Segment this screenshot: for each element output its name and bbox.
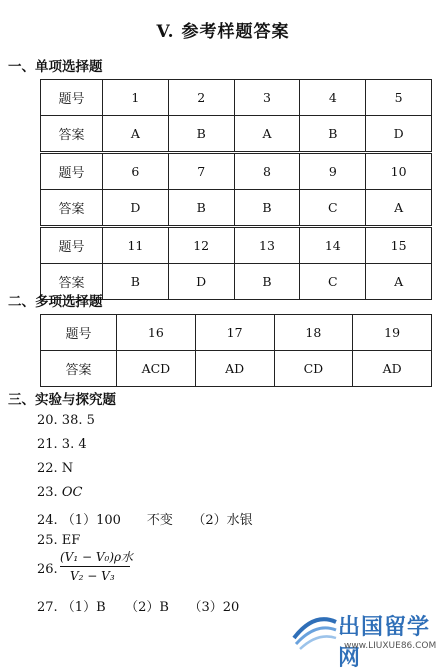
number-label: 题号 [41,227,103,264]
logo-url: www.LIUXUE86.COM [344,641,437,651]
question-number: 10 [366,153,432,190]
question-number: 16 [117,315,196,351]
logo-emblem-icon [290,608,338,652]
answer-cell: B [168,190,234,227]
question-number: 5 [366,80,432,116]
answer-label: 答案 [41,116,103,153]
answer-cell: AD [195,351,274,387]
question-number: 2 [168,80,234,116]
answer-cell: B [103,264,169,300]
question-number: 12 [168,227,234,264]
question-number: 6 [103,153,169,190]
question-number: 8 [234,153,300,190]
answer-25: 25. EF [37,533,81,548]
fraction-denominator: V₂ − V₃ [70,569,115,583]
question-number: 4 [300,80,366,116]
answer-cell: D [168,264,234,300]
question-number: 17 [195,315,274,351]
answer-cell: B [234,264,300,300]
section-2-heading: 二、多项选择题 [8,294,103,310]
question-number: 14 [300,227,366,264]
answer-24: 24. （1）100 不变 （2）水银 [37,513,253,528]
answer-cell: A [234,116,300,153]
answer-label: 答案 [41,264,103,300]
table-row [41,315,432,351]
logo-text: 出国留学网 [338,615,431,671]
answer-cell: A [366,190,432,227]
answer-cell: B [168,116,234,153]
table-row [41,116,432,153]
question-number: 13 [234,227,300,264]
number-label: 题号 [41,80,103,116]
table-row [41,190,432,227]
fraction-numerator: (V₁ − V₀)ρ水 [60,550,134,564]
answer-26-number: 26. [37,562,58,577]
answer-23 [37,485,82,500]
table-row [41,80,432,116]
multi-choice-table [40,314,432,387]
number-label: 题号 [41,153,103,190]
answer-23-value: OC [61,485,83,500]
answer-23-number: 23. [37,485,58,500]
question-number: 19 [353,315,432,351]
answer-22: 22. N [37,461,74,476]
answer-cell: D [366,116,432,153]
question-number: 18 [274,315,353,351]
answer-cell: AD [353,351,432,387]
answer-label: 答案 [41,351,117,387]
table-row [41,351,432,387]
answer-27: 27. （1）B （2）B （3）20 [37,600,240,615]
answer-cell: ACD [117,351,196,387]
answer-21: 21. 3. 4 [37,437,87,452]
fraction-bar [60,566,130,567]
answer-cell: A [103,116,169,153]
answer-cell: B [300,116,366,153]
answer-cell: D [103,190,169,227]
question-number: 15 [366,227,432,264]
answer-cell: B [234,190,300,227]
answer-cell: C [300,190,366,227]
question-number: 9 [300,153,366,190]
question-number: 3 [234,80,300,116]
site-logo [290,608,442,671]
question-number: 11 [103,227,169,264]
answer-cell: A [366,264,432,300]
answer-label: 答案 [41,190,103,227]
question-number: 7 [168,153,234,190]
answer-cell: C [300,264,366,300]
page-title: V. 参考样题答案 [156,22,290,42]
question-number: 1 [103,80,169,116]
answer-20: 20. 38. 5 [37,413,95,428]
section-1-heading: 一、单项选择题 [8,59,103,75]
number-label: 题号 [41,315,117,351]
answer-cell: CD [274,351,353,387]
table-row [41,227,432,264]
single-choice-table [40,79,432,300]
section-3-heading: 三、实验与探究题 [8,392,116,408]
table-row [41,153,432,190]
